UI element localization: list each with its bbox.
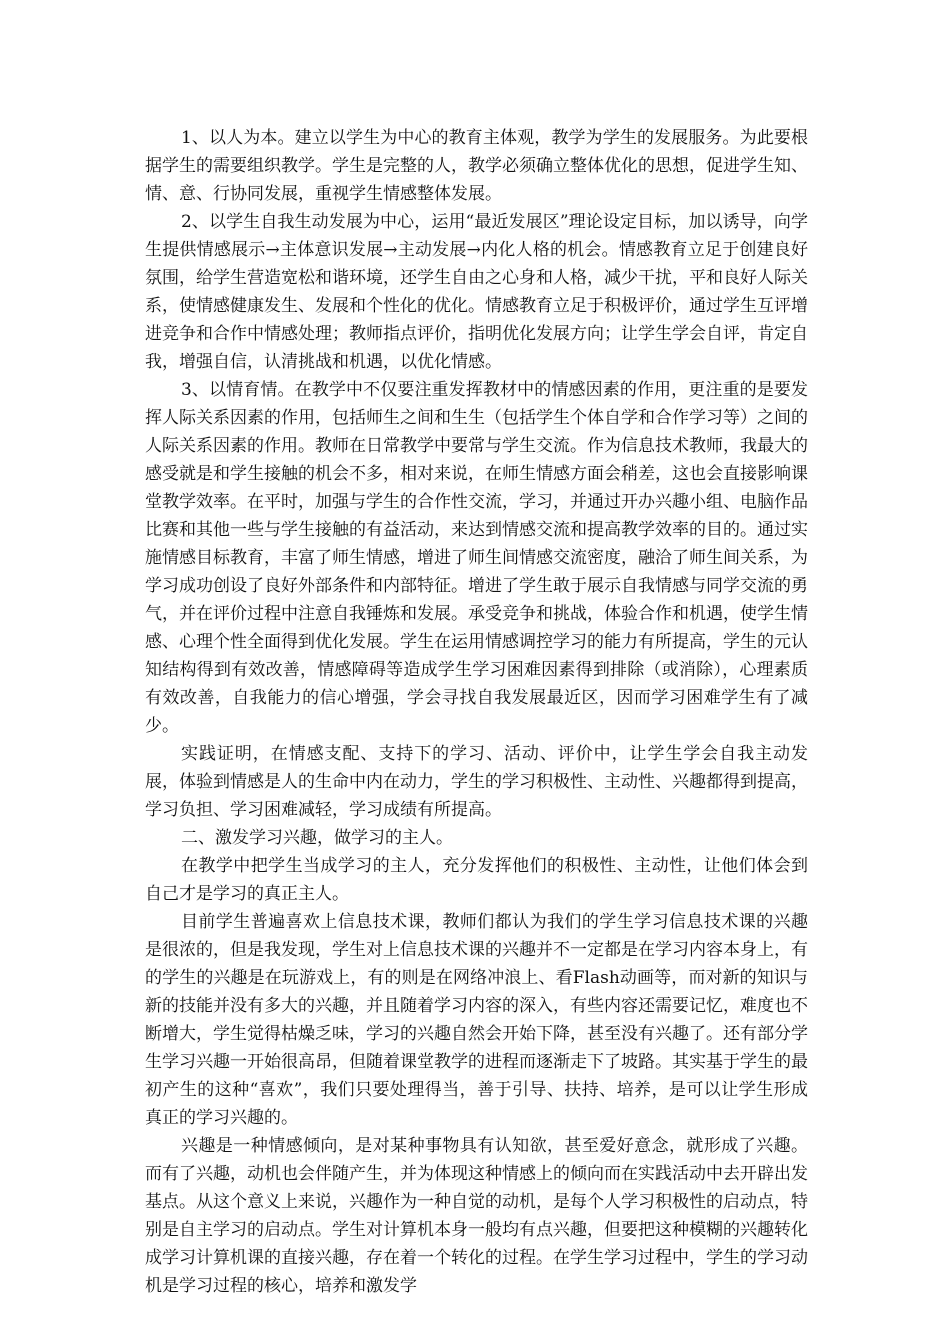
- paragraph-interest-definition: 兴趣是一种情感倾向，是对某种事物具有认知欲，甚至爱好意念，就形成了兴趣。而有了兴趣，动机也会伴随产生，并为体现这种情感上的倾向而在实践活动中去开辟出发基点。从这个意义上来说，兴趣作为一种自觉的动机，是每个人学习积极性的启动点，特别是自主学习的启动点。学生对计算机本身一般均有点兴趣，但要把这种模糊的兴趣转化成学习计算机课的直接兴趣，存在着一个转化的过程。在学生学习过程中，学生的学习动机是学习过程的核心，培养和激发学: [145, 1136, 808, 1296]
- paragraph-principle-2: 2、以学生自我生动发展为中心，运用“最近发展区”理论设定目标，加以诱导，向学生提供情感展示→主体意识发展→主动发展→内化人格的机会。情感教育立足于创建良好氛围，给学生营造宽松和谐环境，还学生自由之心身和人格，减少干扰，平和良好人际关系，使情感健康发生、发展和个性化的优化。情感教育立足于积极评价，通过学生互评增进竞争和合作中情感处理；教师指点评价，指明优化发展方向；让学生学会自评，肯定自我，增强自信，认清挑战和机遇，以优化情感。: [145, 212, 808, 372]
- document-body: [145, 124, 808, 1300]
- paragraph-current-interest: 目前学生普遍喜欢上信息技术课，教师们都认为我们的学生学习信息技术课的兴趣是很浓的，但是我发现，学生对上信息技术课的兴趣并不一定都是在学习内容本身上，有的学生的兴趣是在玩游戏上，有的则是在网络冲浪上、看Flash动画等，而对新的知识与新的技能并没有多大的兴趣，并且随着学习内容的深入，有些内容还需要记忆，难度也不断增大，学生觉得枯燥乏味，学习的兴趣自然会开始下降，甚至没有兴趣了。还有部分学生学习兴趣一开始很高昂，但随着课堂教学的进程而逐渐走下了坡路。其实基于学生的最初产生的这种“喜欢”，我们只要处理得当，善于引导、扶持、培养，是可以让学生形成真正的学习兴趣的。: [145, 912, 808, 1128]
- paragraph-principle-3: 3、以情育情。在教学中不仅要注重发挥教材中的情感因素的作用，更注重的是要发挥人际关系因素的作用，包括师生之间和生生（包括学生个体自学和合作学习等）之间的人际关系因素的作用。教师在日常教学中要常与学生交流。作为信息技术教师，我最大的感受就是和学生接触的机会不多，相对来说，在师生情感方面会稍差，这也会直接影响课堂教学效率。在平时，加强与学生的合作性交流，学习，并通过开办兴趣小组、电脑作品比赛和其他一些与学生接触的有益活动，来达到情感交流和提高教学效率的目的。通过实施情感目标教育，丰富了师生情感，增进了师生间情感交流密度，融洽了师生间关系，为学习成功创设了良好外部条件和内部特征。增进了学生敢于展示自我情感与同学交流的勇气，并在评价过程中注意自我锤炼和发展。承受竞争和挑战，体验合作和机遇，使学生情感、心理个性全面得到优化发展。学生在运用情感调控学习的能力有所提高，学生的元认知结构得到有效改善，情感障碍等造成学生学习困难因素得到排除（或消除），心理素质有效改善，自我能力的信心增强，学会寻找自我发展最近区，因而学习困难学生有了减少。: [145, 380, 808, 736]
- paragraph-principle-1: 1、以人为本。建立以学生为中心的教育主体观，教学为学生的发展服务。为此要根据学生的需要组织教学。学生是完整的人，教学必须确立整体优化的思想，促进学生知、情、意、行协同发展，重视学生情感整体发展。: [145, 128, 808, 204]
- paragraph-practice-proof: 实践证明，在情感支配、支持下的学习、活动、评价中，让学生学会自我主动发展，体验到情感是人的生命中内在动力，学生的学习积极性、主动性、兴趣都得到提高，学习负担、学习困难减轻，学习成绩有所提高。: [145, 744, 808, 820]
- section-heading-2: 二、激发学习兴趣，做学习的主人。: [181, 828, 453, 848]
- paragraph-student-master: 在教学中把学生当成学习的主人，充分发挥他们的积极性、主动性，让他们体会到自己才是学习的真正主人。: [145, 856, 808, 904]
